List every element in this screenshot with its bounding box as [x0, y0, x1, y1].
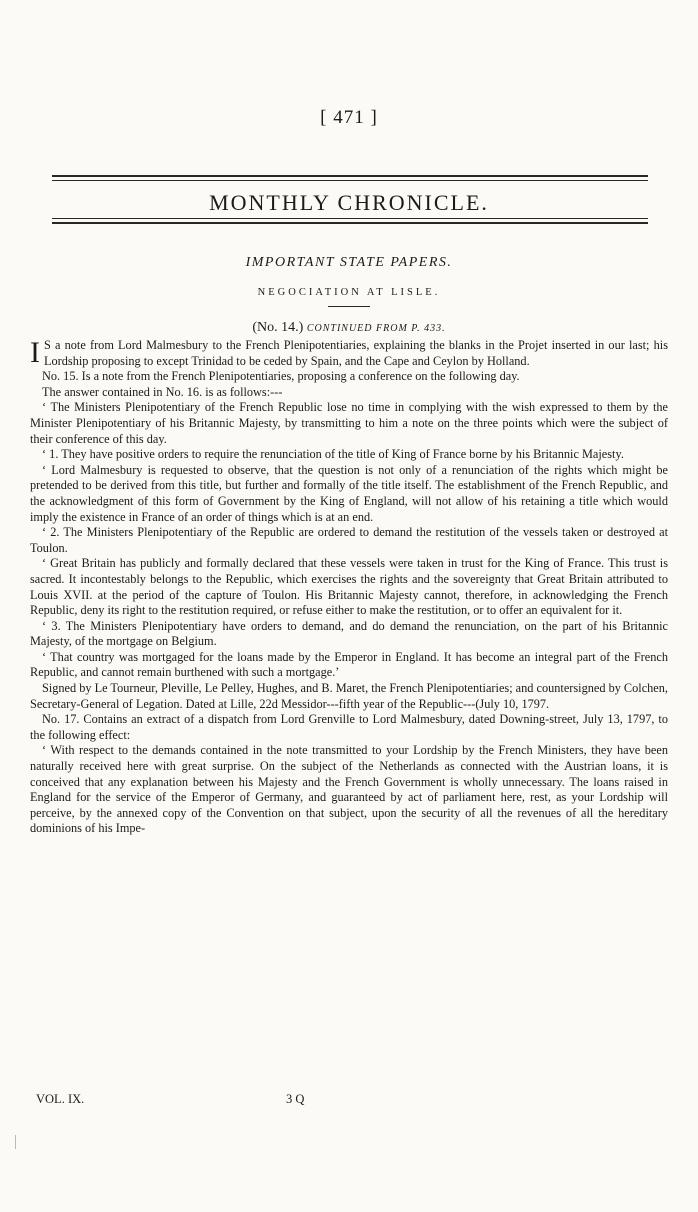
subsection-heading: NEGOCIATION AT LISLE.	[257, 287, 441, 298]
top-rule-thick	[52, 175, 648, 177]
paragraph-9: ‘ 3. The Ministers Plenipotentiary have orders to demand, and do demand the renunciation, on the part of his Britannic Majesty, of the mortgage on Belgium.	[30, 618, 668, 649]
paragraph-5: ‘ 1. They have positive orders to require the renunciation of the title of King of France borne by his Britannic Majesty.	[42, 447, 624, 462]
drop-cap: I	[30, 336, 40, 369]
page-footer	[36, 1092, 636, 1107]
paragraph-8: ‘ Great Britain has publicly and formally declared that these vessels were taken in trust for the King of France. This trust is sacred. It incontestably belongs to the Republic, which exercises the rights and the sovereignty that Great Britain attributed to Louis XVII. at the period of the capture of Toulon. His Britannic Majesty cannot, therefore, in acknowledging the French Republic, deny its right to the restitution required, or refuse either to make the restitution, or to offer an equivalent for it.	[30, 556, 668, 618]
paragraph-6: ‘ Lord Malmesbury is requested to observe, that the question is not only of a renunciation of the rights which might be pretended to be derived from this title, but further and formally of the title itself. The establishment of the French Republic, and the acknowledgment of this form of Government by the King of England, will not allow of his retaining a title which would imply the existence in France of an order of things which is at an end.	[30, 462, 668, 524]
continued-line	[0, 320, 698, 336]
continued-number: (No. 14.)	[252, 320, 304, 335]
article-body	[30, 338, 668, 837]
paragraph-7: ‘ 2. The Ministers Plenipotentiary of the Republic are ordered to demand the restitution of the vessels taken or destroyed at Toulon.	[30, 525, 668, 555]
page-number: [ 471 ]	[320, 107, 378, 128]
section-underline	[328, 306, 370, 307]
margin-mark	[15, 1135, 16, 1149]
paragraph-2: No. 15. Is a note from the French Plenipotentiaries, proposing a conference on the following day.	[42, 369, 520, 384]
paragraph-1: I S a note from Lord Malmesbury to the French Plenipotentiaries, explaining the blanks in the Projet inserted in our last; his Lordship proposing to except Trinidad to be ceded by Spain, and the Cape and Ceylon by Holland.	[30, 336, 668, 369]
paragraph-13: ‘ With respect to the demands contained in the note transmitted to your Lordship by the French Ministers, they have been naturally received here with great surprise. On the subject of the Netherlands as connected with the Austrian loans, it is conceived that any explanation between his Majesty and the French Government is wholly unnecessary. The loans raised in England for the service of the Emperor of Germany, and guaranteed by act of parliament here, rest, as your Lordship will perceive, by the annexed copy of the Convention on that subject, upon the security of all the revenues of all the hereditary dominions of his Impe-	[30, 743, 668, 836]
paragraph-10: ‘ That country was mortgaged for the loans made by the Emperor in England. It has become an integral part of the French Republic, and cannot remain burthened with such a mortgage.’	[30, 649, 668, 680]
volume-label: VOL. IX.	[36, 1092, 85, 1106]
paragraph-3: The answer contained in No. 16. is as follows:---	[42, 384, 283, 399]
title-rule-thin	[52, 218, 648, 219]
continued-text: CONTINUED FROM P. 433.	[306, 323, 446, 334]
chronicle-title: MONTHLY CHRONICLE.	[209, 190, 489, 215]
section-heading: IMPORTANT STATE PAPERS.	[245, 255, 453, 270]
paragraph-12: No. 17. Contains an extract of a dispatch from Lord Grenville to Lord Malmesbury, dated Downing-street, July 13, 1797, to the following effect:	[30, 712, 668, 742]
paragraph-4: ‘ The Ministers Plenipotentiary of the French Republic lose no time in complying with the wish expressed to them by the Minister Plenipotentiary of his Britannic Majesty, by transmitting to him a note on the three points which were the subject of their conference of this day.	[30, 400, 668, 446]
title-rule-thick	[52, 222, 648, 224]
signature-mark: 3 Q	[286, 1092, 305, 1106]
top-rule-thin	[52, 180, 648, 181]
paragraph-11: Signed by Le Tourneur, Pleville, Le Pelley, Hughes, and B. Maret, the French Plenipotentiaries; and countersigned by Colchen, Secretary-General of Legation. Dated at Lille, 22d Messidor---fifth year of the Republic---(July 10, 1797.	[30, 681, 668, 711]
